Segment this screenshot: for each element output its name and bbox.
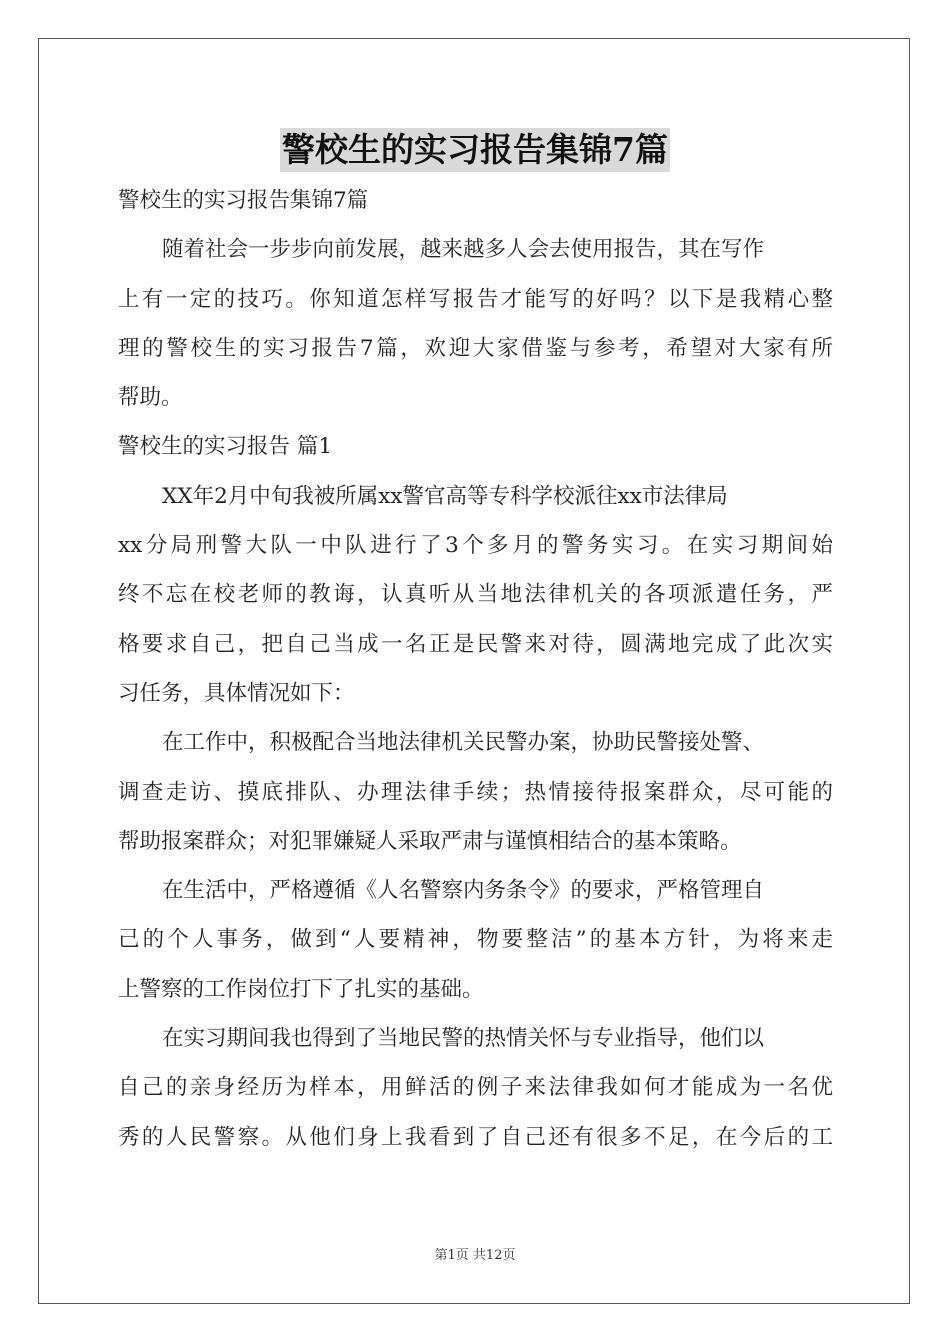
line-p4-3: 秀的人民警察。从他们身上我看到了自己还有很多不足，在今后的工	[118, 1124, 833, 1150]
line-p2-1: 在工作中，积极配合当地法律机关民警办案，协助民警接处警、	[162, 730, 765, 756]
line-p1-1: XX年2月中旬我被所属xx警官高等专科学校派往xx市法律局	[162, 483, 728, 509]
line-intro-3: 理的警校生的实习报告7篇，欢迎大家借鉴与参考，希望对大家有所	[118, 335, 833, 361]
line-p1-5: 习任务，具体情况如下：	[118, 680, 355, 706]
line-p1-4: 格要求自己，把自己当成一名正是民警来对待，圆满地完成了此次实	[118, 631, 833, 657]
line-p3-3: 上警察的工作岗位打下了扎实的基础。	[118, 976, 484, 1002]
line-p2-2: 调查走访、摸底排队、办理法律手续；热情接待报案群众，尽可能的	[118, 779, 833, 805]
line-p1-3: 终不忘在校老师的教诲，认真听从当地法律机关的各项派遣任务，严	[118, 582, 833, 608]
document-body	[118, 176, 833, 1162]
line-intro-4: 帮助。	[118, 385, 183, 411]
line-subtitle: 警校生的实习报告集锦7篇	[118, 188, 369, 213]
line-p3-1: 在生活中，严格遵循《人名警察内务条令》的要求，严格管理自	[162, 878, 765, 904]
line-intro-1: 随着社会一步步向前发展，越来越多人会去使用报告，其在写作	[162, 237, 765, 263]
line-section-heading: 警校生的实习报告 篇1	[118, 434, 333, 460]
line-p4-2: 自己的亲身经历为样本，用鲜活的例子来法律我如何才能成为一名优	[118, 1075, 833, 1101]
document-title	[0, 128, 950, 172]
line-p4-1: 在实习期间我也得到了当地民警的热情关怀与专业指导，他们以	[162, 1026, 765, 1052]
line-p2-3: 帮助报案群众；对犯罪嫌疑人采取严肃与谨慎相结合的基本策略。	[118, 828, 742, 854]
line-p3-2: 己的个人事务，做到“人要精神，物要整洁”的基本方针，为将来走	[118, 927, 833, 953]
document-title-text: 警校生的实习报告集锦7篇	[280, 128, 670, 172]
line-p1-2: xx分局刑警大队一中队进行了3个多月的警务实习。在实习期间始	[118, 533, 833, 559]
line-intro-2: 上有一定的技巧。你知道怎样写报告才能写的好吗？以下是我精心整	[118, 286, 833, 312]
page-number: 第1页 共12页	[434, 1248, 516, 1263]
